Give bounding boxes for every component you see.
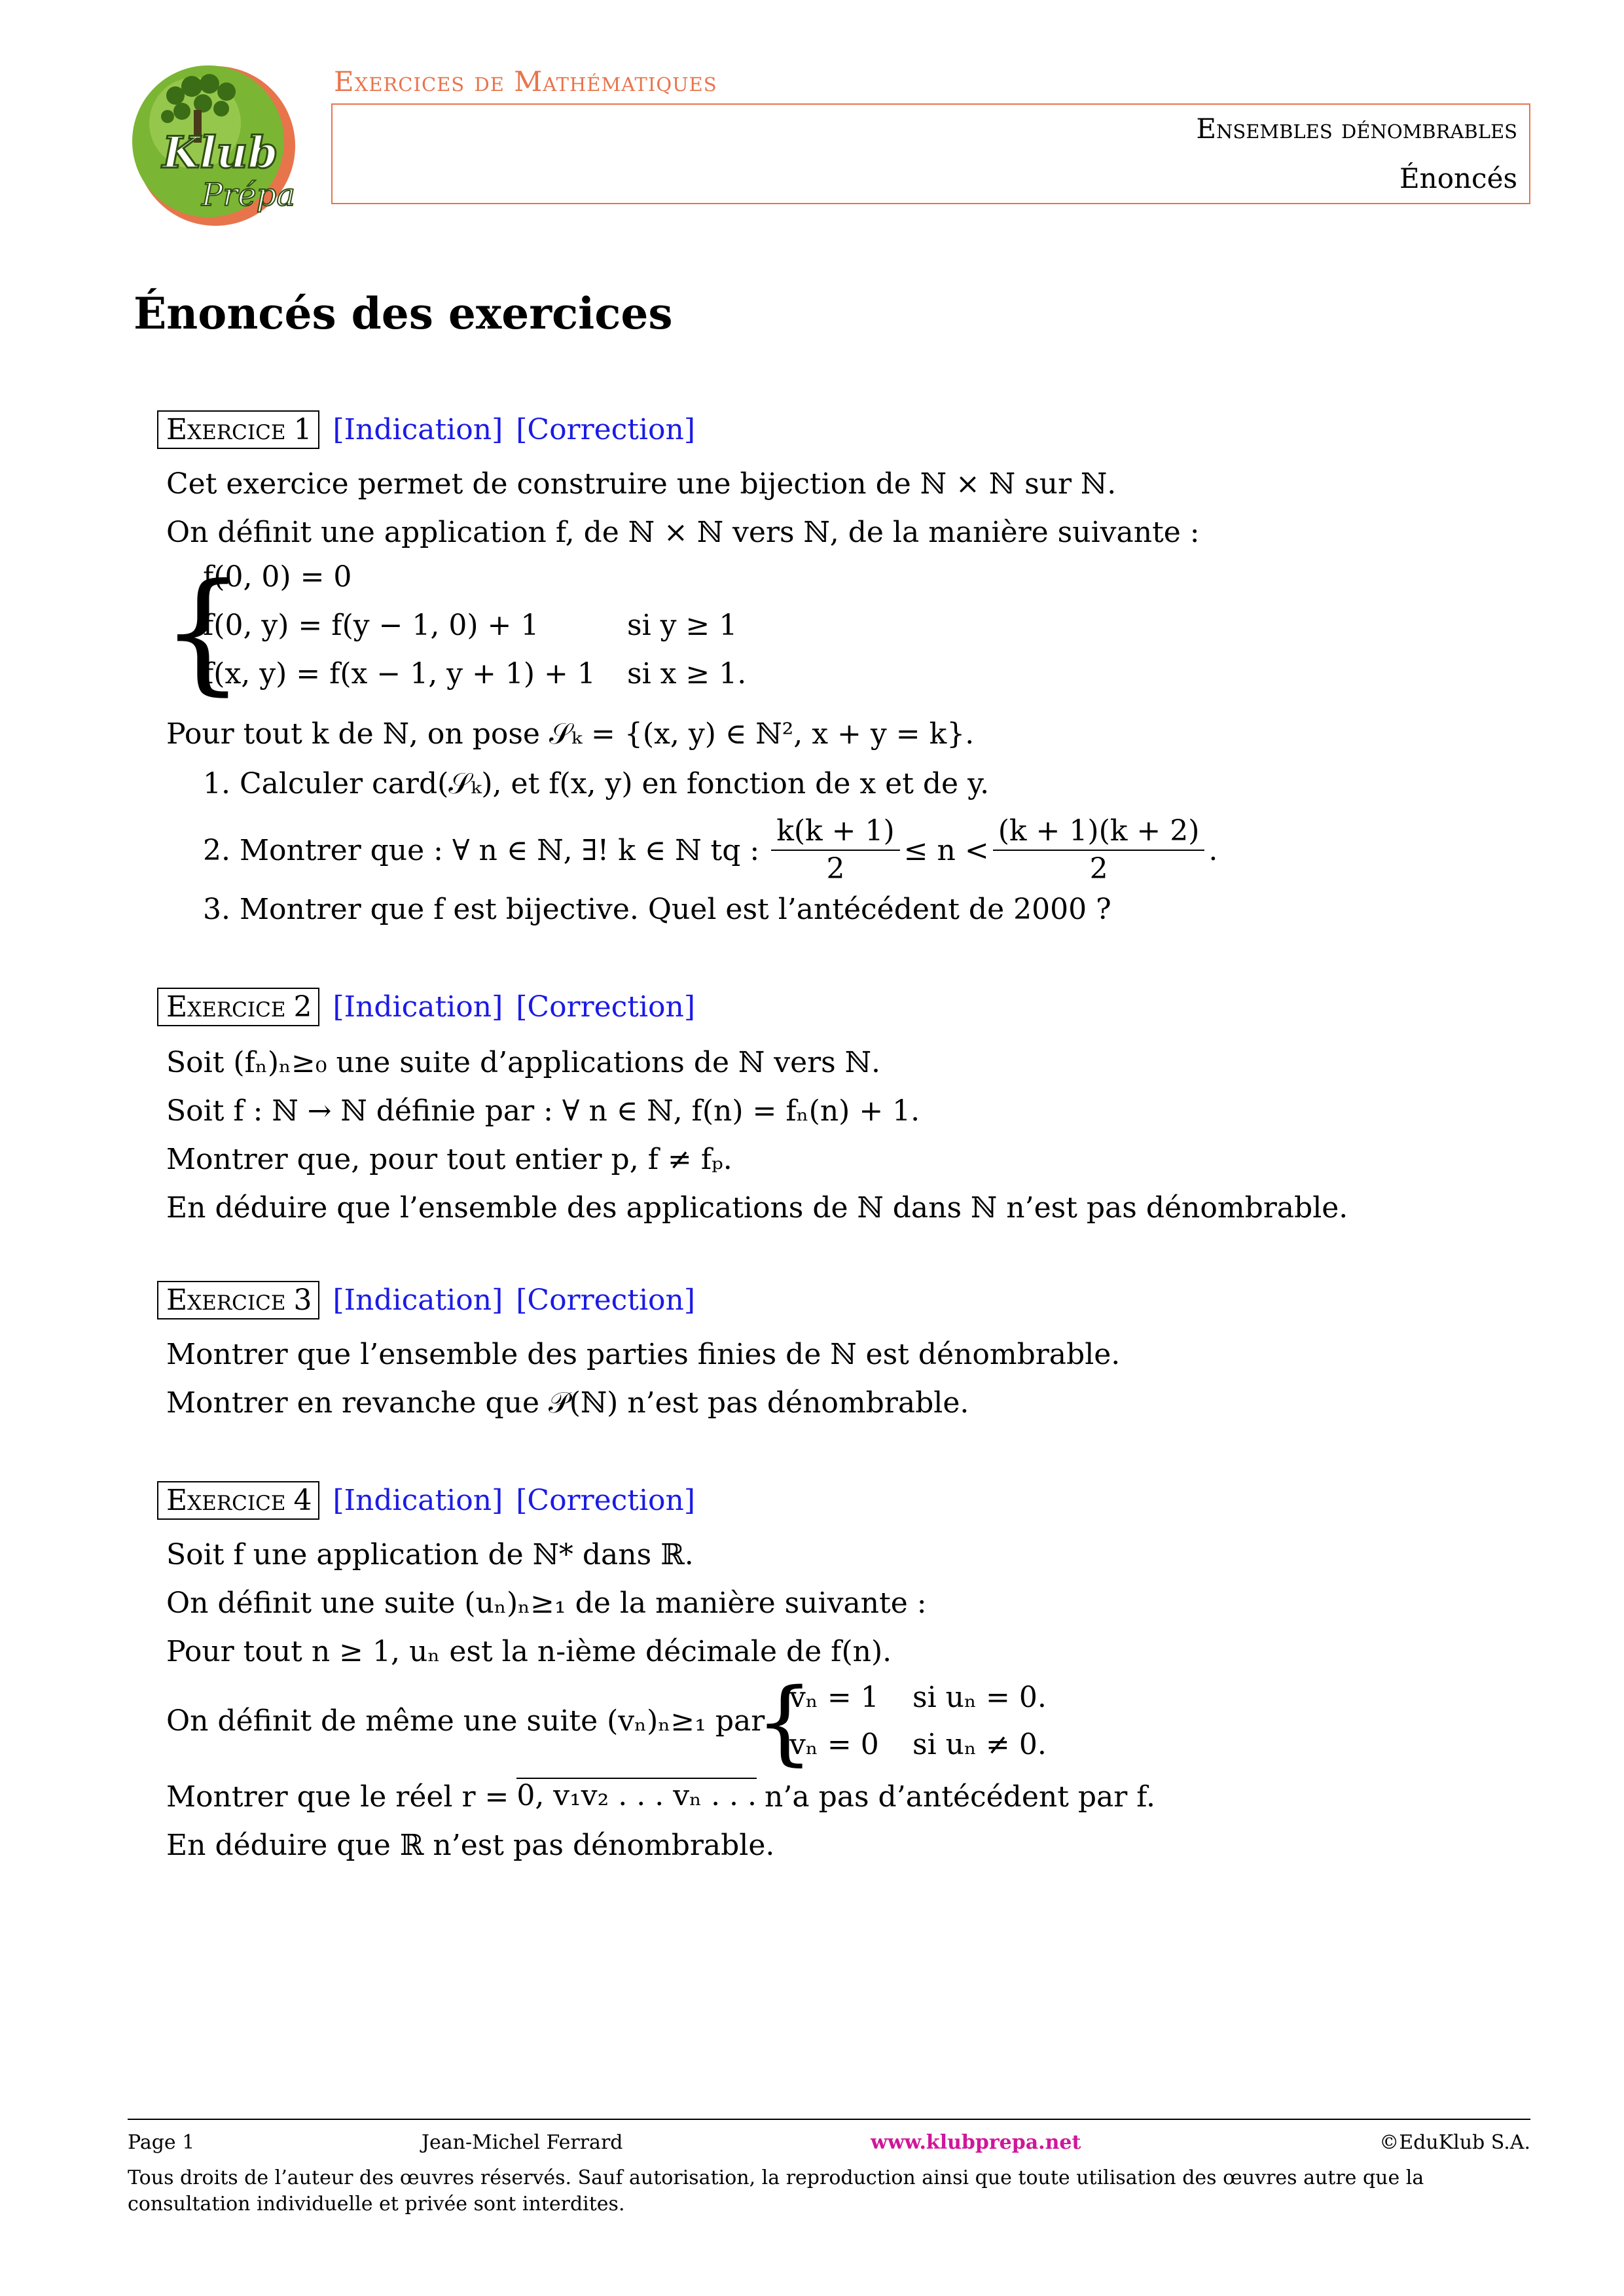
footer-author: Jean-Michel Ferrard <box>422 2131 623 2154</box>
exercise-1-line-1: Cet exercice permet de construire une bijection de ℕ × ℕ sur ℕ. <box>166 467 1117 501</box>
exercise-header <box>157 1479 695 1521</box>
left-brace: { <box>161 556 245 708</box>
page-title: Énoncés des exercices <box>134 288 673 339</box>
question-1: 1. Calculer card(𝒮ₖ), et f(x, y) en fonction de x et de y. <box>203 767 990 800</box>
exercise-label: Exercice 2 <box>157 988 319 1026</box>
exercise-4-line-2: On définit une suite (uₙ)ₙ≥₁ de la manière suivante : <box>166 1587 927 1620</box>
indication-link[interactable]: [Indication] <box>333 1283 503 1317</box>
correction-link[interactable]: [Correction] <box>516 1283 696 1317</box>
fraction: $\frac{k(k + 1)}{2}$ <box>771 813 900 888</box>
exercise-3-line-2: Montrer en revanche que 𝒫(ℕ) n’est pas dénombrable. <box>166 1386 969 1420</box>
klubprepa-logo <box>117 58 314 226</box>
exercise-2-line-3: Montrer que, pour tout entier p, f ≠ fₚ. <box>166 1143 732 1176</box>
exercise-header <box>157 408 695 450</box>
exercise-header <box>157 986 695 1028</box>
indication-link[interactable]: [Indication] <box>333 1483 503 1517</box>
header-series-title: Exercices de Mathématiques <box>334 65 717 98</box>
exercise-label: Exercice 3 <box>157 1281 319 1319</box>
correction-link[interactable]: [Correction] <box>516 412 696 446</box>
exercise-2-line-4: En déduire que l’ensemble des applications de ℕ dans ℕ n’est pas dénombrable. <box>166 1191 1348 1225</box>
fraction: $\frac{(k + 1)(k + 2)}{2}$ <box>993 813 1205 888</box>
exercise-label: Exercice 1 <box>157 410 319 449</box>
header-section: Énoncés <box>1399 162 1517 194</box>
question-2: 2. Montrer que : ∀ n ∈ ℕ, ∃! k ∈ ℕ tq : $\frac{k(k + 1)}{2}$ ≤ n < $\frac{(k + 1)(k + 2)}{2}$ . <box>203 813 1218 888</box>
exercise-4-line-5: Montrer que le réel r = 0, v₁v₂ . . . vₙ . . . n’a pas d’antécédent par f. <box>166 1778 1155 1817</box>
correction-link[interactable]: [Correction] <box>516 1483 696 1517</box>
indication-link[interactable]: [Indication] <box>333 990 503 1024</box>
footer-site-link[interactable]: www.klubprepa.net <box>871 2131 1081 2154</box>
exercise-2-line-1: Soit (fₙ)ₙ≥₀ une suite d’applications de ℕ vers ℕ. <box>166 1046 880 1079</box>
footer-legal: Tous droits de l’auteur des œuvres réservés. Sauf autorisation, la reproduction ainsi que toute utilisation des œuvres autre que la consultation individuelle et privée sont interdites. <box>128 2166 1424 2215</box>
exercise-4-line-6: En déduire que ℝ n’est pas dénombrable. <box>166 1829 775 1862</box>
exercise-label: Exercice 4 <box>157 1481 319 1520</box>
exercise-1-line-3: Pour tout k de ℕ, on pose 𝒮ₖ = {(x, y) ∈ ℕ², x + y = k}. <box>166 717 975 751</box>
exercise-header <box>157 1279 695 1321</box>
header-topic: Ensembles dénombrables <box>1196 113 1517 145</box>
exercise-4-line-1: Soit f une application de ℕ* dans ℝ. <box>166 1538 694 1571</box>
footer-divider <box>128 2119 1530 2120</box>
svg-text:Klub: Klub <box>162 127 278 178</box>
overlined-real: 0, v₁v₂ . . . vₙ . . . <box>516 1778 757 1817</box>
left-brace: { <box>755 1669 814 1776</box>
footer-page: Page 1 <box>128 2131 195 2154</box>
exercise-2-line-2: Soit f : ℕ → ℕ définie par : ∀ n ∈ ℕ, f(n) = fₙ(n) + 1. <box>166 1094 920 1128</box>
exercise-4-line-4: On définit de même une suite (vₙ)ₙ≥₁ par { vₙ = 1 si uₙ = 0. vₙ = 0 si uₙ ≠ 0. <box>166 1669 1047 1776</box>
indication-link[interactable]: [Indication] <box>333 412 503 446</box>
svg-text:Prépa: Prépa <box>202 177 295 213</box>
header-box <box>331 103 1530 204</box>
exercise-4-line-3: Pour tout n ≥ 1, uₙ est la n-ième décimale de f(n). <box>166 1635 892 1668</box>
exercise-1-line-2: On définit une application f, de ℕ × ℕ vers ℕ, de la manière suivante : <box>166 516 1200 549</box>
exercise-3-line-1: Montrer que l’ensemble des parties finies de ℕ est dénombrable. <box>166 1338 1121 1371</box>
footer-copyright: ©EduKlub S.A. <box>1379 2131 1530 2154</box>
question-3: 3. Montrer que f est bijective. Quel est l’antécédent de 2000 ? <box>203 893 1111 926</box>
exercise-1-system: { f(0, 0) = 0 f(0, y) = f(y − 1, 0) + 1 si y ≥ 1 f(x, y) = f(x − 1, y + 1) + 1 si x ≥ 1. <box>161 556 747 708</box>
correction-link[interactable]: [Correction] <box>516 990 696 1024</box>
